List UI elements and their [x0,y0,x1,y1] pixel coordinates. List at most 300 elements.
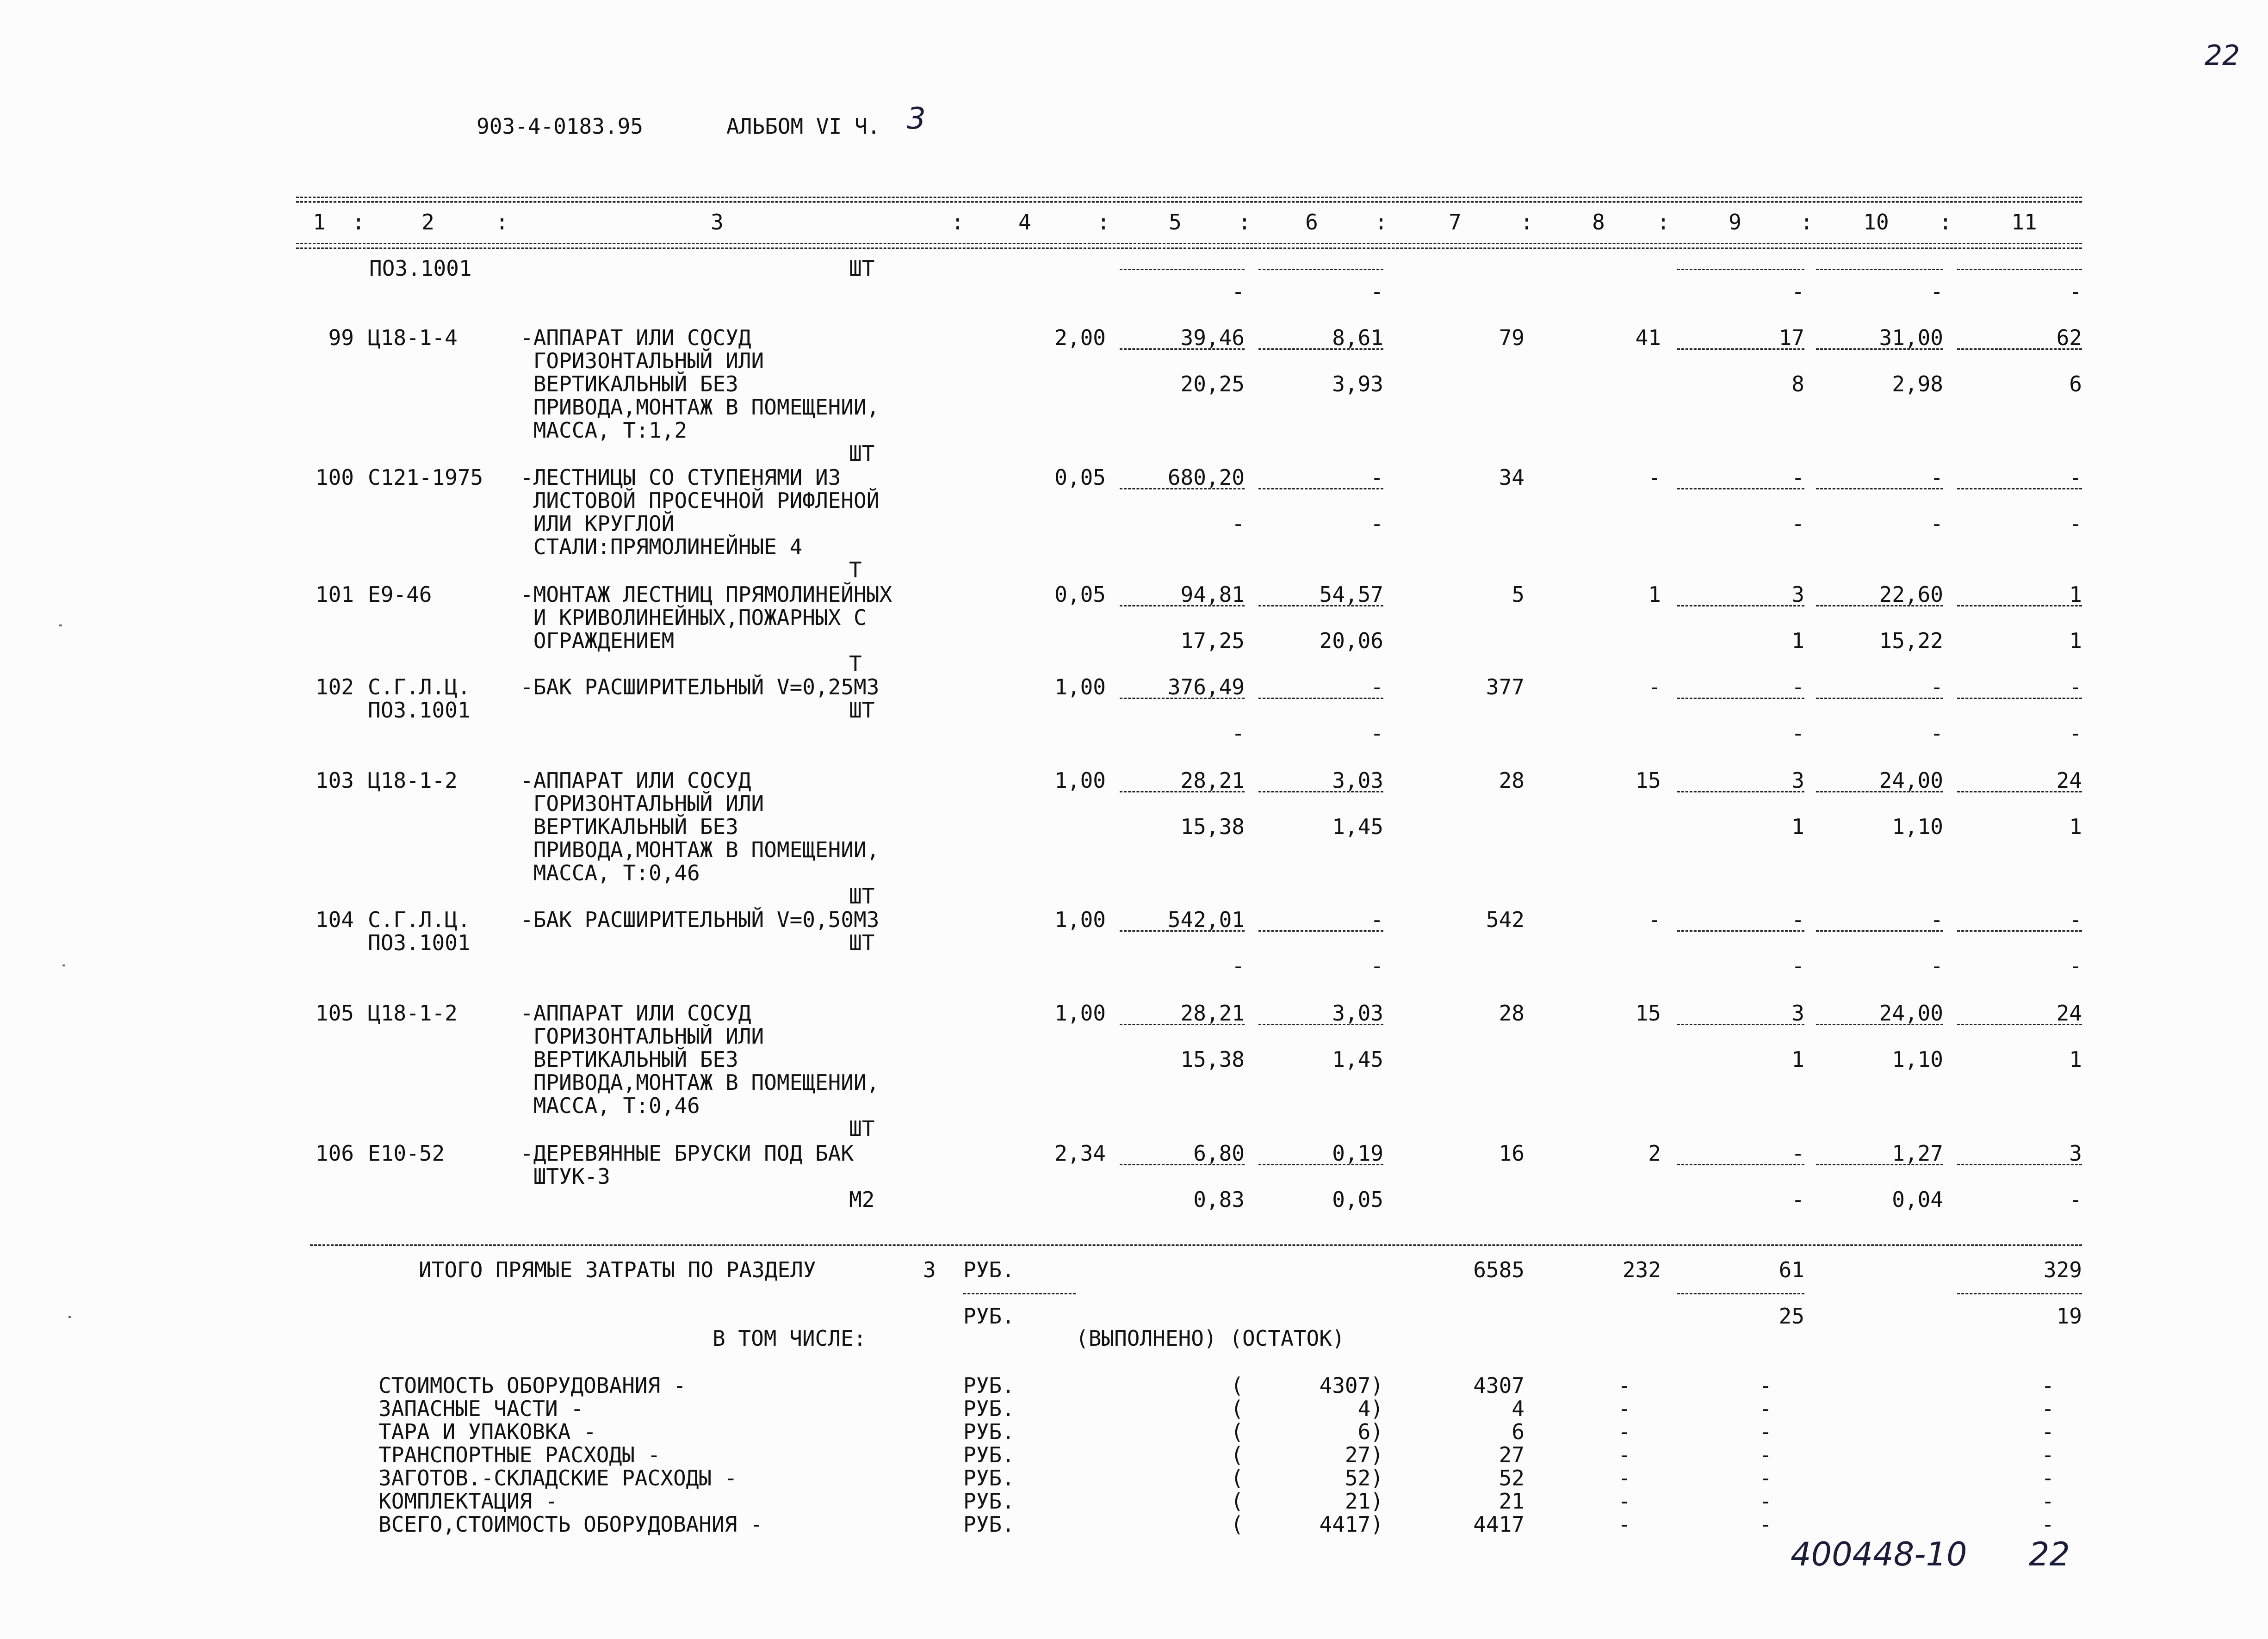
cell-c7: 16 [1499,1141,1524,1166]
subtotal-rule [1677,698,1804,699]
subtotal-rule [1120,698,1245,699]
totals-label: ИТОГО ПРЯМЫЕ ЗАТРАТЫ ПО РАЗДЕЛУ [419,1257,816,1282]
including-item-c11: - [2041,1512,2054,1537]
cell-c9: 3 [1791,582,1804,607]
page-number-handwritten: 22 [2029,1535,2070,1573]
including-item-c9: - [1759,1373,1772,1398]
column-number: 6 [1305,210,1318,235]
cell-c9-lower: - [1791,1187,1804,1212]
cell-c7: 28 [1499,1001,1524,1026]
subtotal-rule [1677,1164,1804,1165]
cell-c6-lower: 1,45 [1332,1047,1383,1072]
item-description: ОГРАЖДЕНИЕМ [521,628,675,653]
cell-c10: - [1930,465,1943,490]
cell-c6-lower: - [1370,721,1383,746]
cell-c6: - [1370,674,1383,699]
cell-c11-lower: - [2069,953,2082,978]
including-item-label: СТОИМОСТЬ ОБОРУДОВАНИЯ - [378,1373,686,1398]
cell-c4: 2,34 [1054,1141,1106,1166]
cell-c11: 3 [2069,1141,2082,1166]
column-separator: : [1800,210,1813,235]
cell-c6: 8,61 [1332,325,1383,350]
header-top-rule-2 [296,201,2082,203]
including-item-c11: - [2041,1442,2054,1467]
subtotal-rule [1258,269,1383,270]
cell-c9: - [1791,907,1804,932]
subtotal-rule [1677,1024,1804,1025]
including-item-c7: 4307 [1473,1373,1524,1398]
cell-c7: 377 [1486,674,1524,699]
column-separator: : [496,210,508,235]
cell-c11-lower: - [2069,511,2082,536]
item-description: -АППАРАТ ИЛИ СОСУД [521,1001,751,1026]
item-code: Е10-52 [368,1141,445,1166]
subtotal-rule [1120,791,1245,792]
cell-c11-lower: - [2069,279,2082,304]
subtotal-rule [1677,348,1804,350]
subtotal-rule [1258,698,1383,699]
including-item-c11: - [2041,1466,2054,1491]
column-number: 4 [1018,210,1031,235]
totals-rule [1677,1293,1804,1294]
subtotal-rule [1677,488,1804,489]
subtotal-rule [1677,605,1804,606]
cell-c10: 24,00 [1879,768,1943,793]
cell-c6: 54,57 [1319,582,1383,607]
column-number: 8 [1592,210,1605,235]
cell-c5-lower: 15,38 [1180,1047,1245,1072]
subtotal-rule [1120,1164,1245,1165]
including-item-done: 52) [1345,1466,1383,1491]
cell-c10-lower: 2,98 [1892,371,1943,396]
totals-rule [1957,1293,2082,1294]
item-unit: М2 [849,1187,875,1212]
cell-c11-lower: 1 [2069,814,2082,839]
album-part-handwritten: 3 [907,102,926,136]
document-number: 903-4-0183.95 [477,114,644,139]
subtotal-rule [1120,269,1245,270]
cell-c5-lower: 17,25 [1180,628,1245,653]
cell-c10: - [1930,907,1943,932]
row-number: 105 [315,1001,354,1026]
item-description: ВЕРТИКАЛЬНЫЙ БЕЗ [521,371,738,396]
including-item-done: 4) [1357,1396,1383,1421]
subtotal-rule [1120,605,1245,606]
including-item-unit: РУБ. [963,1442,1015,1467]
cell-c8: - [1648,465,1661,490]
cell-c8: 1 [1648,582,1661,607]
cell-c10: 31,00 [1879,325,1943,350]
cell-c4: 0,05 [1054,465,1106,490]
subtotal-rule [1120,1024,1245,1025]
cell-c5: 542,01 [1167,907,1245,932]
column-separator: : [1657,210,1670,235]
row-number: 99 [328,325,354,350]
column-separator: : [1939,210,1952,235]
paren-open: ( [1231,1442,1244,1467]
cell-c5: 39,46 [1180,325,1245,350]
including-item-c11: - [2041,1489,2054,1514]
item-code: Ц18-1-2 [368,1001,458,1026]
item-description: МАССА, Т:0,46 [521,860,700,885]
column-number: 2 [421,210,434,235]
including-item-c7: 4 [1512,1396,1524,1421]
totals-c11: 329 [2043,1257,2082,1282]
subtotal-rule [1957,1024,2082,1025]
cell-c5-lower: - [1232,511,1245,536]
including-item-label: ВСЕГО,СТОИМОСТЬ ОБОРУДОВАНИЯ - [378,1512,763,1537]
cell-c8: 15 [1635,768,1661,793]
including-item-c9: - [1759,1396,1772,1421]
totals-c9-lower: 25 [1778,1304,1804,1329]
cell-c11: - [2069,465,2082,490]
item-description: -ДЕРЕВЯННЫЕ БРУСКИ ПОД БАК [521,1141,854,1166]
cell-c9-lower: 8 [1791,371,1804,396]
item-description: -БАК РАСШИРИТЕЛЬНЫЙ V=0,25М3 [521,674,880,699]
subtotal-rule [1258,791,1383,792]
column-separator: : [1375,210,1388,235]
item-description: СТАЛИ:ПРЯМОЛИНЕЙНЫЕ 4 [521,534,803,559]
column-separator: : [1520,210,1533,235]
cell-c9: 3 [1791,1001,1804,1026]
subtotal-rule [1816,605,1943,606]
subtotal-rule [1957,1164,2082,1165]
cell-c7: 28 [1499,768,1524,793]
cell-c7: 79 [1499,325,1524,350]
row-number: 100 [315,465,354,490]
cell-c6: 3,03 [1332,1001,1383,1026]
cell-c9-lower: - [1791,511,1804,536]
subtotal-rule [1258,1024,1383,1025]
subtotal-rule [1957,488,2082,489]
column-separator: : [1238,210,1251,235]
including-item-c8: - [1618,1512,1631,1537]
item-code: ПОЗ.1001 [368,698,471,723]
including-item-c9: - [1759,1442,1772,1467]
totals-unit: РУБ. [963,1257,1015,1282]
cell-c5: 94,81 [1180,582,1245,607]
cell-c9: - [1791,1141,1804,1166]
column-number: 1 [313,210,326,235]
header-bottom-rule [296,243,2082,244]
item-description: -АППАРАТ ИЛИ СОСУД [521,768,751,793]
item-description: -ЛЕСТНИЦЫ СО СТУПЕНЯМИ ИЗ [521,465,841,490]
item-unit: ШТ [849,884,875,909]
row-number: 103 [315,768,354,793]
cell-c11: 62 [2056,325,2082,350]
cell-c10-lower: 15,22 [1879,628,1943,653]
including-item-c7: 21 [1499,1489,1524,1514]
including-item-label: ТРАНСПОРТНЫЕ РАСХОДЫ - [378,1442,661,1467]
row-number: 102 [315,674,354,699]
cell-c4: 1,00 [1054,907,1106,932]
cell-c5: 680,20 [1167,465,1245,490]
cell-c10-lower: 1,10 [1892,1047,1943,1072]
including-item-label: ТАРА И УПАКОВКА - [378,1419,596,1444]
including-item-c8: - [1618,1442,1631,1467]
header-bottom-rule-2 [296,247,2082,249]
subtotal-rule [1258,605,1383,606]
item-code: С.Г.Л.Ц. [368,674,471,699]
paren-open: ( [1231,1419,1244,1444]
cell-c6-lower: - [1370,953,1383,978]
item-code: ПОЗ.1001 [369,256,472,281]
cell-c8: 15 [1635,1001,1661,1026]
column-number: 3 [711,210,724,235]
item-unit: ШТ [849,930,875,955]
cell-c10-lower: - [1930,511,1943,536]
subtotal-rule [1816,488,1943,489]
cell-c10: 22,60 [1879,582,1943,607]
cell-c7: 5 [1512,582,1524,607]
cell-c11-lower: - [2069,1187,2082,1212]
item-code: Е9-46 [368,582,432,607]
cell-c8: - [1648,907,1661,932]
row-number: 106 [315,1141,354,1166]
cell-c4: 2,00 [1054,325,1106,350]
cell-c11: 1 [2069,582,2082,607]
including-item-c8: - [1618,1373,1631,1398]
cell-c11-lower: - [2069,721,2082,746]
cell-c6-lower: 20,06 [1319,628,1383,653]
section-rule [310,1244,2082,1246]
archive-stamp-handwritten: 400448-10 [1791,1535,1967,1573]
cell-c11: - [2069,674,2082,699]
cell-c5: 28,21 [1180,768,1245,793]
item-description: ПРИВОДА,МОНТАЖ В ПОМЕЩЕНИИ, [521,837,880,862]
including-item-unit: РУБ. [963,1396,1015,1421]
cell-c6-lower: - [1370,279,1383,304]
cell-c6-lower: 3,93 [1332,371,1383,396]
row-number: 104 [315,907,354,932]
subtotal-rule [1677,791,1804,792]
item-description: ГОРИЗОНТАЛЬНЫЙ ИЛИ [521,1024,764,1049]
subtotal-rule [1957,605,2082,606]
subtotal-rule [1120,348,1245,350]
cell-c5-lower: 0,83 [1193,1187,1245,1212]
including-item-unit: РУБ. [963,1419,1015,1444]
cell-c11-lower: 6 [2069,371,2082,396]
cell-c8: 41 [1635,325,1661,350]
subtotal-rule [1816,698,1943,699]
including-item-c9: - [1759,1466,1772,1491]
item-unit: ШТ [849,698,875,723]
paren-open: ( [1231,1489,1244,1514]
item-description: ПРИВОДА,МОНТАЖ В ПОМЕЩЕНИИ, [521,1070,880,1095]
cell-c9: 17 [1778,325,1804,350]
cell-c10-lower: - [1930,721,1943,746]
cell-c4: 1,00 [1054,674,1106,699]
subtotal-rule [1957,269,2082,270]
subtotal-rule [1258,348,1383,350]
item-description: -АППАРАТ ИЛИ СОСУД [521,325,751,350]
including-item-unit: РУБ. [963,1466,1015,1491]
including-item-label: ЗАГОТОВ.-СКЛАДСКИЕ РАСХОДЫ - [378,1466,737,1491]
subtotal-rule [1120,930,1245,932]
column-number: 5 [1169,210,1182,235]
cell-c10-lower: 1,10 [1892,814,1943,839]
item-description: ГОРИЗОНТАЛЬНЫЙ ИЛИ [521,348,764,373]
including-item-c11: - [2041,1419,2054,1444]
cell-c7: 542 [1486,907,1524,932]
cell-c9-lower: - [1791,279,1804,304]
cell-c6: - [1370,465,1383,490]
cell-c6-lower: - [1370,511,1383,536]
cell-c9: - [1791,465,1804,490]
item-description: ПРИВОДА,МОНТАЖ В ПОМЕЩЕНИИ, [521,395,880,420]
item-description: -БАК РАСШИРИТЕЛЬНЫЙ V=0,50М3 [521,907,880,932]
margin-mark [59,625,62,626]
item-code: ПОЗ.1001 [368,930,471,955]
cell-c9-lower: 1 [1791,628,1804,653]
cell-c11: 24 [2056,1001,2082,1026]
item-description: ШТУК-3 [521,1164,610,1189]
item-description: ГОРИЗОНТАЛЬНЫЙ ИЛИ [521,791,764,816]
including-item-unit: РУБ. [963,1512,1015,1537]
item-description: ВЕРТИКАЛЬНЫЙ БЕЗ [521,1047,738,1072]
cell-c5: 28,21 [1180,1001,1245,1026]
including-item-c7: 52 [1499,1466,1524,1491]
paren-open: ( [1231,1373,1244,1398]
totals-rule [963,1293,1076,1294]
subtotal-rule [1258,930,1383,932]
item-code: Ц18-1-2 [368,768,458,793]
including-item-c8: - [1618,1466,1631,1491]
item-description: ИЛИ КРУГЛОЙ [521,511,675,536]
cell-c6-lower: 1,45 [1332,814,1383,839]
paren-open: ( [1231,1512,1244,1537]
subtotal-rule [1677,930,1804,932]
cell-c9-lower: - [1791,721,1804,746]
header-top-rule [296,197,2082,198]
subtotal-rule [1258,1164,1383,1165]
cell-c10: 24,00 [1879,1001,1943,1026]
subtotal-rule [1816,269,1943,270]
cell-c5-lower: - [1232,953,1245,978]
including-item-label: ЗАПАСНЫЕ ЧАСТИ - [378,1396,584,1421]
cell-c9-lower: - [1791,953,1804,978]
totals-c9: 61 [1778,1257,1804,1282]
cell-c7: 34 [1499,465,1524,490]
cell-c5-lower: - [1232,721,1245,746]
subtotal-rule [1816,791,1943,792]
column-number: 11 [2011,210,2037,235]
column-number: 10 [1863,210,1889,235]
cell-c6: - [1370,907,1383,932]
including-item-c9: - [1759,1419,1772,1444]
including-item-c11: - [2041,1396,2054,1421]
cell-c5-lower: 20,25 [1180,371,1245,396]
totals-c11-lower: 19 [2056,1304,2082,1329]
cell-c9: 3 [1791,768,1804,793]
item-unit: Т [849,557,862,582]
item-description: МАССА, Т:0,46 [521,1093,700,1118]
totals-c7: 6585 [1473,1257,1524,1282]
cell-c11: - [2069,907,2082,932]
including-item-c7: 6 [1512,1419,1524,1444]
item-description: -МОНТАЖ ЛЕСТНИЦ ПРЯМОЛИНЕЙНЫХ [521,582,892,607]
paren-open: ( [1231,1396,1244,1421]
including-item-c8: - [1618,1489,1631,1514]
cell-c11-lower: 1 [2069,1047,2082,1072]
subtotal-rule [1677,269,1804,270]
cell-c10-lower: - [1930,279,1943,304]
cell-c9-lower: 1 [1791,1047,1804,1072]
including-item-c8: - [1618,1396,1631,1421]
cell-c5-lower: - [1232,279,1245,304]
album-label: АЛЬБОМ VI Ч. [726,114,880,139]
column-number: 9 [1729,210,1741,235]
cell-c6-lower: 0,05 [1332,1187,1383,1212]
item-code: С.Г.Л.Ц. [368,907,471,932]
cell-c6: 0,19 [1332,1141,1383,1166]
cell-c4: 1,00 [1054,768,1106,793]
cell-c5-lower: 15,38 [1180,814,1245,839]
item-description: И КРИВОЛИНЕЙНЫХ,ПОЖАРНЫХ С [521,605,867,630]
cell-c10-lower: - [1930,953,1943,978]
cell-c11: 24 [2056,768,2082,793]
including-item-c8: - [1618,1419,1631,1444]
item-description: ВЕРТИКАЛЬНЫЙ БЕЗ [521,814,738,839]
subtotal-rule [1816,1164,1943,1165]
column-number: 7 [1449,210,1462,235]
margin-mark [68,1316,71,1318]
cell-c4: 1,00 [1054,1001,1106,1026]
including-item-c9: - [1759,1512,1772,1537]
corner-mark-handwritten: 22 [2205,39,2240,72]
cell-c9-lower: 1 [1791,814,1804,839]
subtotal-rule [1957,348,2082,350]
subtotal-rule [1957,930,2082,932]
subtotal-rule [1957,698,2082,699]
cell-c4: 0,05 [1054,582,1106,607]
including-item-c9: - [1759,1489,1772,1514]
including-item-unit: РУБ. [963,1489,1015,1514]
paren-open: ( [1231,1466,1244,1491]
item-code: Ц18-1-4 [368,325,458,350]
including-item-done: 4307) [1319,1373,1383,1398]
including-item-c7: 27 [1499,1442,1524,1467]
row-number: 101 [315,582,354,607]
subtotal-rule [1816,1024,1943,1025]
including-item-done: 21) [1345,1489,1383,1514]
including-item-done: 6) [1357,1419,1383,1444]
including-label: В ТОМ ЧИСЛЕ: [713,1326,867,1351]
totals-c8: 232 [1622,1257,1661,1282]
cell-c11-lower: 1 [2069,628,2082,653]
item-unit: ШТ [849,441,875,466]
including-item-done: 4417) [1319,1512,1383,1537]
subtotal-rule [1816,930,1943,932]
item-unit: ШТ [849,1116,875,1141]
totals-section: 3 [923,1257,936,1282]
column-separator: : [1097,210,1110,235]
including-item-c7: 4417 [1473,1512,1524,1537]
item-code: С121-1975 [368,465,483,490]
column-separator: : [951,210,964,235]
including-item-label: КОМПЛЕКТАЦИЯ - [378,1489,558,1514]
item-description: ЛИСТОВОЙ ПРОСЕЧНОЙ РИФЛЕНОЙ [521,488,880,513]
cell-c10-lower: 0,04 [1892,1187,1943,1212]
including-item-c11: - [2041,1373,2054,1398]
cell-c10: - [1930,674,1943,699]
column-separator: : [352,210,365,235]
item-description: МАССА, Т:1,2 [521,418,688,443]
subtotal-rule [1816,348,1943,350]
item-unit: ШТ [849,256,875,281]
cell-c5: 6,80 [1193,1141,1245,1166]
including-item-done: 27) [1345,1442,1383,1467]
